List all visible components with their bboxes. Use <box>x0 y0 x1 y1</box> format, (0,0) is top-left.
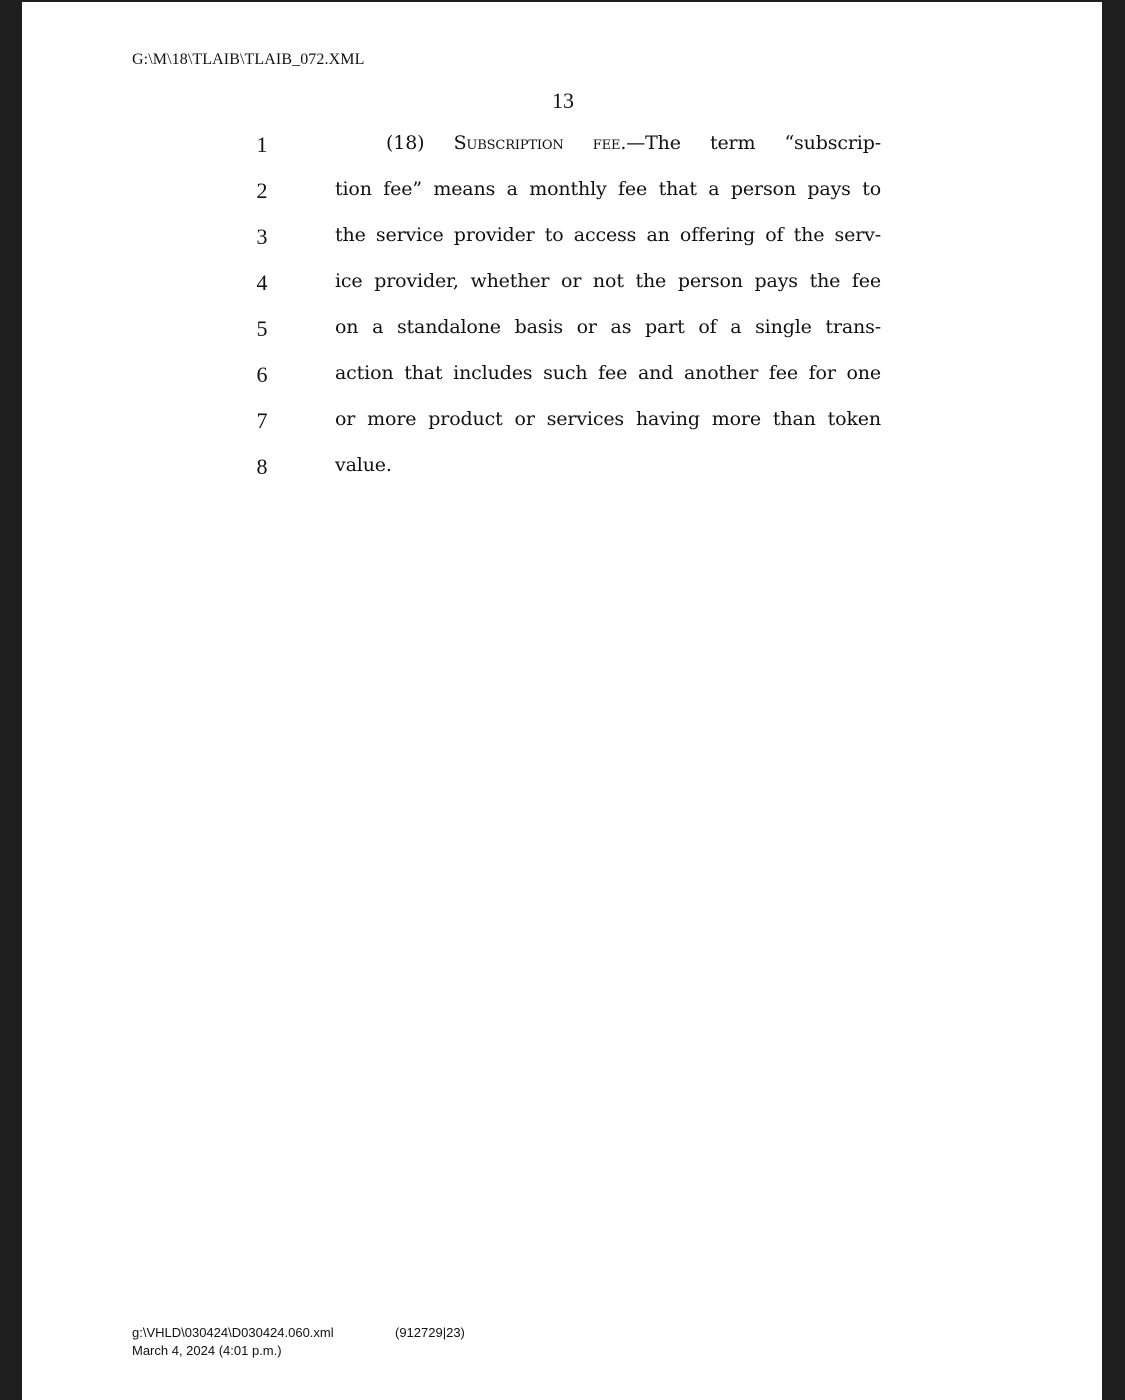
line-number: 5 <box>256 316 268 341</box>
line-text: or more product or services having more than token <box>335 408 881 430</box>
footer-source <box>132 1324 334 1360</box>
line-content: —The term “subscrip- <box>626 132 881 154</box>
line-number: 6 <box>256 362 268 387</box>
text-line-8 <box>22 454 1102 500</box>
paragraph-heading: Subscription fee. <box>453 132 627 154</box>
page-number-text: 13 <box>552 88 574 113</box>
page-number <box>22 88 1102 114</box>
line-number: 7 <box>256 408 268 433</box>
footer-date: March 4, 2024 (4:01 p.m.) <box>132 1343 282 1358</box>
text-line-7 <box>22 408 1102 454</box>
line-text: action that includes such fee and another fee for one <box>335 362 881 384</box>
footer-doc-id: (912729|23) <box>395 1325 465 1340</box>
text-line-2 <box>22 178 1102 224</box>
line-text: ice provider, whether or not the person pays the fee <box>335 270 881 292</box>
text-line-3 <box>22 224 1102 270</box>
line-number: 8 <box>256 454 268 479</box>
line-text: the service provider to access an offering of the serv- <box>335 224 881 246</box>
paragraph-number: (18) <box>386 132 454 154</box>
line-number: 3 <box>256 224 268 249</box>
document-page <box>22 2 1102 1400</box>
file-path-header: G:\M\18\TLAIB\TLAIB_072.XML <box>132 51 365 68</box>
text-line-1 <box>22 132 1102 178</box>
line-number: 2 <box>256 178 268 203</box>
text-line-6 <box>22 362 1102 408</box>
line-text <box>386 132 881 154</box>
line-number: 4 <box>256 270 268 295</box>
line-text: tion fee” means a monthly fee that a person pays to <box>335 178 881 200</box>
line-text: on a standalone basis or as part of a single trans- <box>335 316 881 338</box>
footer-source-path: g:\VHLD\030424\D030424.060.xml <box>132 1325 334 1340</box>
line-text: value. <box>335 454 392 476</box>
text-line-5 <box>22 316 1102 362</box>
line-number: 1 <box>256 132 268 157</box>
text-line-4 <box>22 270 1102 316</box>
